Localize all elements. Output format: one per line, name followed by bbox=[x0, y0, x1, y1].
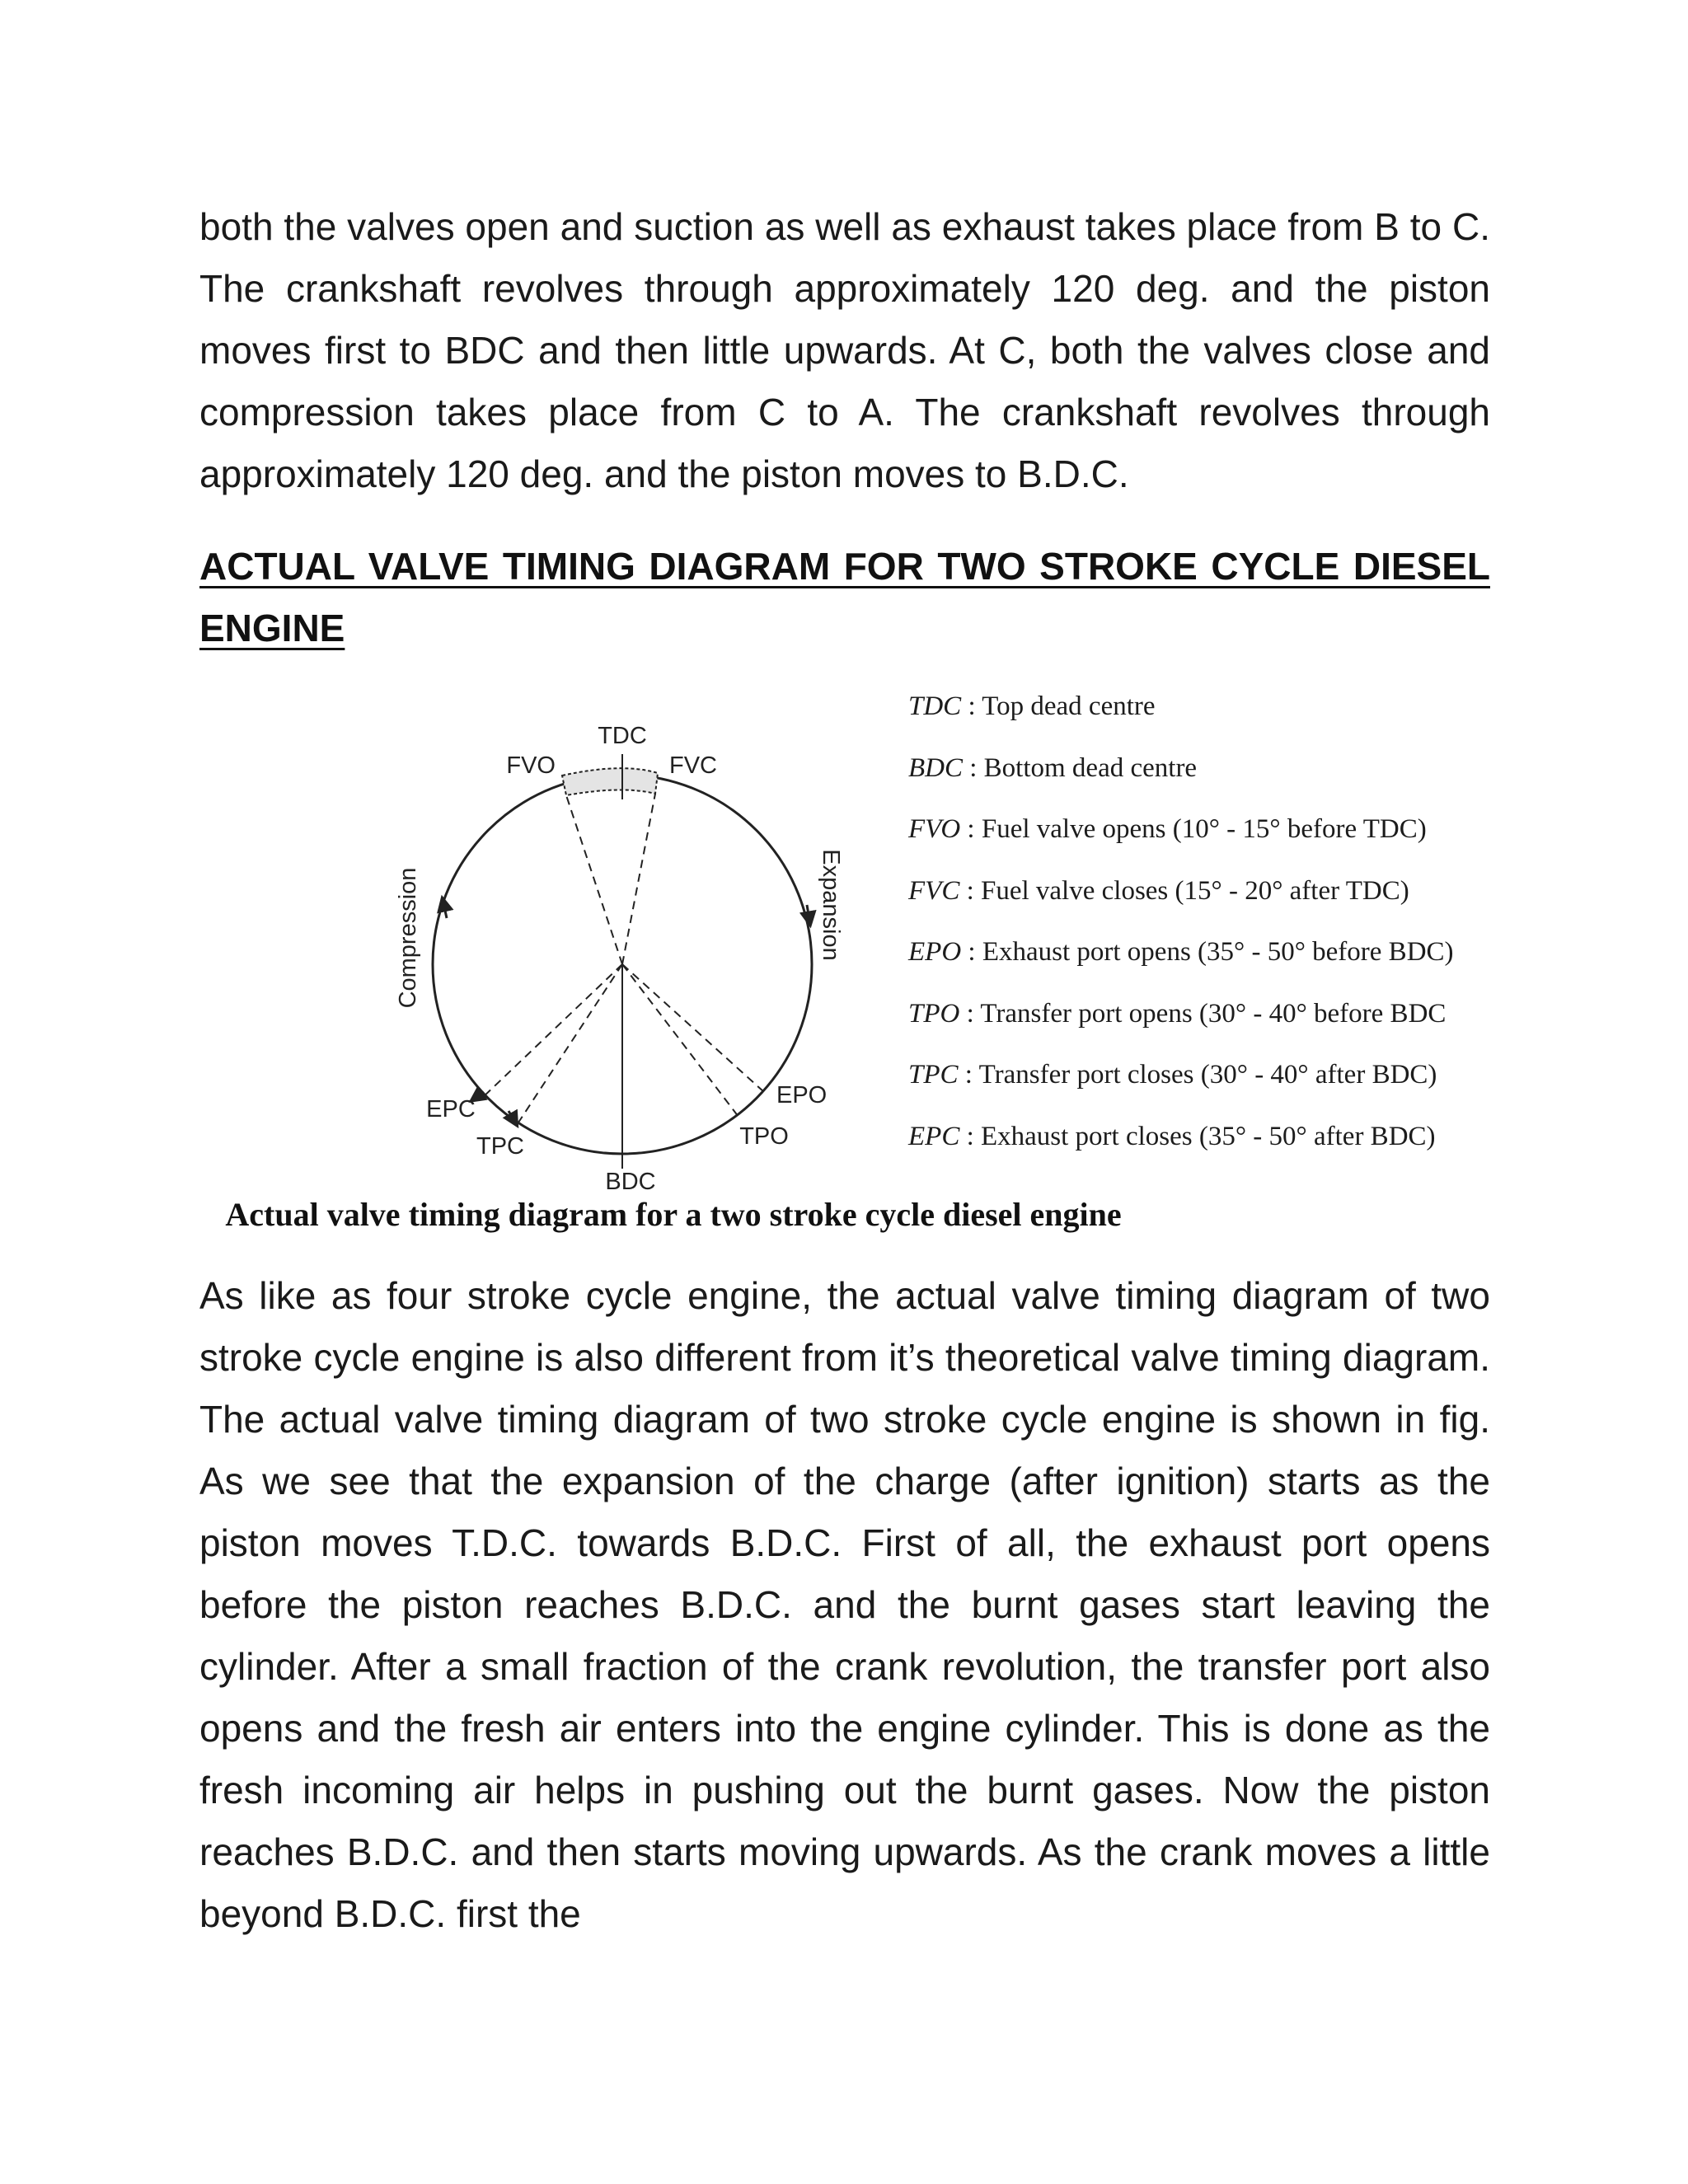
valve-timing-figure bbox=[199, 676, 1510, 1253]
legend-item-epo: EPO : Exhaust port opens (35° - 50° before BDC) bbox=[908, 937, 1454, 967]
tpo-label: TPO bbox=[739, 1123, 789, 1150]
legend-item-fvo: FVO : Fuel valve opens (10° - 15° before TDC) bbox=[908, 814, 1427, 844]
intro-paragraph: both the valves open and suction as well as exhaust takes place from B to C. The crankshaft revolves through approximately 120 deg. and the piston moves first to BDC and then little upwards. At C, both the valves close and compression takes place from C to A. The crankshaft revolves through approximately 120 deg. and the piston moves to B.D.C. bbox=[199, 205, 1490, 495]
fvo-label: FVO bbox=[506, 752, 556, 779]
tpc-label: TPC bbox=[476, 1133, 524, 1160]
valve-timing-diagram bbox=[199, 676, 908, 1203]
compression-arrow bbox=[443, 903, 447, 918]
fuel-injection-band bbox=[562, 768, 658, 795]
section-heading: ACTUAL VALVE TIMING DIAGRAM FOR TWO STROKE CYCLE DIESEL ENGINE bbox=[199, 545, 1490, 649]
tdc-label: TDC bbox=[598, 723, 647, 749]
body-paragraph: As like as four stroke cycle engine, the actual valve timing diagram of two stroke cycle engine is also different from it’s theoretical valve timing diagram. The actual valve timing diagram of two stroke cycle engine is shown in fig. As we see that the expansion of the charge (after ignition) starts as the piston moves T.D.C. towards B.D.C. First of all, the exhaust port opens before the piston reaches B.D.C. and the burnt gases start leaving the cylinder. After a small fraction of the crank revolution, the transfer port also opens and the fresh air enters into the engine cylinder. This is done as the fresh incoming air helps in pushing out the burnt gases. Now the piston reaches B.D.C. and then starts moving upwards. As the crank moves a little beyond B.D.C. first the bbox=[199, 1274, 1490, 1935]
figure-caption: Actual valve timing diagram for a two stroke cycle diesel engine bbox=[225, 1196, 1122, 1233]
legend-item-fvc: FVC : Fuel valve closes (15° - 20° after TDC) bbox=[908, 875, 1409, 906]
compression-label: Compression bbox=[395, 867, 421, 1009]
legend-list bbox=[908, 676, 1518, 1167]
legend-item-tpc: TPC : Transfer port closes (30° - 40° after BDC) bbox=[908, 1060, 1437, 1090]
legend-item-epc: EPC : Exhaust port closes (35° - 50° after BDC) bbox=[908, 1121, 1436, 1151]
legend-item-bdc: BDC : Bottom dead centre bbox=[908, 752, 1198, 783]
legend-item-tpo: TPO : Transfer port opens (30° - 40° before BDC bbox=[908, 998, 1447, 1029]
expansion-label: Expansion bbox=[818, 849, 844, 961]
fvc-label: FVC bbox=[669, 752, 717, 779]
bdc-label: BDC bbox=[605, 1169, 656, 1195]
epo-label: EPO bbox=[776, 1082, 828, 1108]
epc-label: EPC bbox=[426, 1096, 476, 1122]
legend-item-tdc: TDC : Top dead centre bbox=[908, 691, 1156, 721]
epc-arrow bbox=[476, 1092, 484, 1098]
expansion-arrow bbox=[807, 905, 809, 920]
